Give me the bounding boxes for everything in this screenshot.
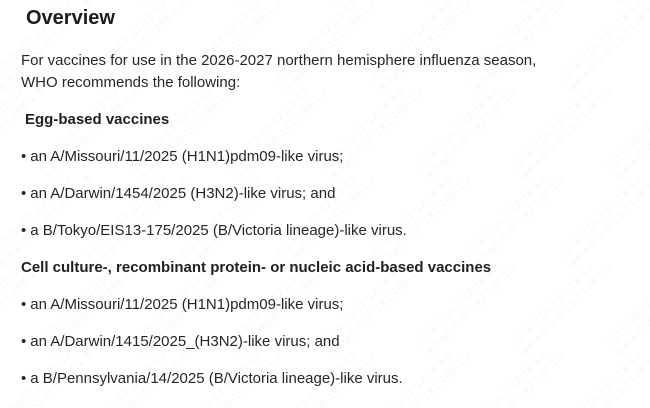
watermark-text [604, 251, 650, 358]
bullet-icon: • [21, 222, 27, 239]
list-item-text: an A/Missouri/11/2025 (H1N1)pdm09-like virus; [30, 148, 344, 165]
watermark-text [604, 75, 650, 182]
bullet-icon: • [21, 333, 27, 350]
list-item [21, 220, 575, 242]
watermark-text [604, 0, 650, 7]
list-item-text: an A/Darwin/1415/2025_(H3N2)-like virus; and [30, 333, 340, 350]
list-item [21, 331, 575, 353]
list-item-text: a B/Tokyo/EIS13-175/2025 (B/Victoria lineage)-like virus. [30, 222, 407, 239]
section-heading-egg-based: Egg-based vaccines [25, 111, 170, 128]
list-item-text: a B/Pennsylvania/14/2025 (B/Victoria lineage)-like virus. [30, 370, 403, 387]
bullet-icon: • [21, 296, 27, 313]
list-item-text: an A/Missouri/11/2025 (H1N1)pdm09-like virus; [30, 296, 344, 313]
list-item-text: an A/Darwin/1454/2025 (H3N2)-like virus; and [30, 185, 336, 202]
page-title: Overview [26, 7, 115, 29]
intro-paragraph: For vaccines for use in the 2026-2027 northern hemisphere influenza season, WHO recommends the following: [21, 52, 537, 91]
list-item [21, 146, 575, 168]
list-item [21, 183, 575, 205]
bullet-icon: • [21, 370, 27, 387]
list-item [21, 294, 575, 316]
bullet-icon: • [21, 185, 27, 202]
list-item [21, 368, 575, 390]
section-heading-cell-culture: Cell culture-, recombinant protein- or nucleic acid-based vaccines [21, 259, 492, 276]
bullet-icon: • [21, 148, 27, 165]
